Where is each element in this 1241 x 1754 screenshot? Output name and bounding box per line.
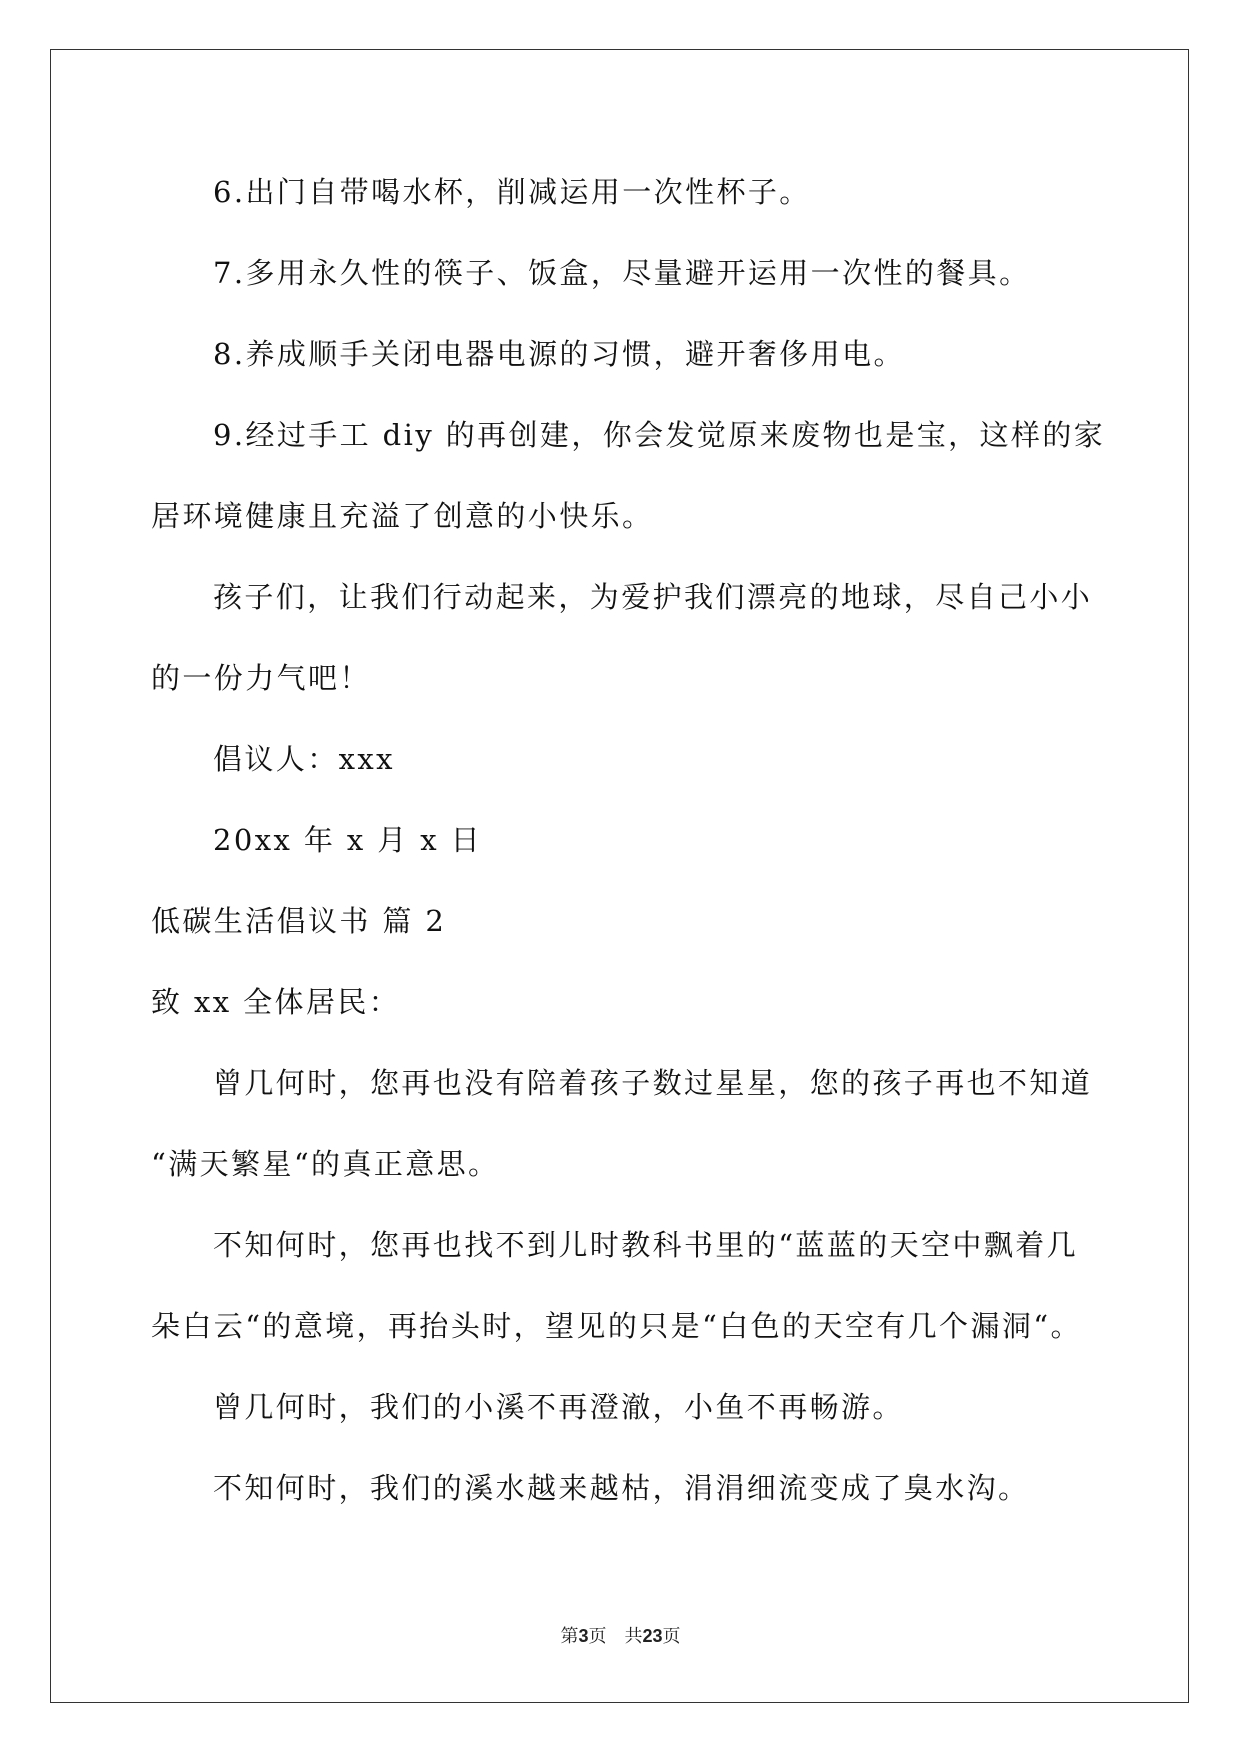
- text-line-call-to-action-cont: 的一份力气吧！: [151, 661, 371, 695]
- text-line-paragraph-2-cont: 朵白云“的意境，再抬头时，望见的只是“白色的天空有几个漏洞“。: [151, 1309, 1082, 1343]
- total-suffix: 页: [662, 1626, 681, 1647]
- section-heading: 低碳生活倡议书 篇 2: [151, 904, 447, 938]
- text-line-item-9-cont: 居环境健康且充溢了创意的小快乐。: [151, 499, 654, 533]
- page-total: 23: [642, 1626, 663, 1646]
- page-frame: [50, 49, 1189, 1703]
- text-line-call-to-action: 孩子们，让我们行动起来，为爱护我们漂亮的地球，尽自己小小: [213, 580, 1093, 614]
- text-line-paragraph-3: 曾几何时，我们的小溪不再澄澈，小鱼不再畅游。: [213, 1390, 904, 1424]
- text-line-item-9: 9.经过手工 diy 的再创建，你会发觉原来废物也是宝，这样的家: [213, 418, 1106, 452]
- text-line-salutation: 致 xx 全体居民：: [151, 985, 401, 1019]
- text-line-item-7: 7.多用永久性的筷子、饭盒，尽量避开运用一次性的餐具。: [213, 256, 1031, 290]
- page-prefix: 第: [560, 1626, 579, 1647]
- text-line-initiator: 倡议人：xxx: [213, 742, 395, 776]
- text-line-paragraph-1-cont: “满天繁星“的真正意思。: [151, 1147, 500, 1181]
- page-suffix: 页: [588, 1626, 607, 1647]
- page-footer: [0, 1624, 1241, 1649]
- total-prefix: 共: [624, 1626, 643, 1647]
- text-line-date: 20xx 年 x 月 x 日: [213, 823, 483, 857]
- text-line-paragraph-1: 曾几何时，您再也没有陪着孩子数过星星，您的孩子再也不知道: [213, 1066, 1093, 1100]
- text-line-item-8: 8.养成顺手关闭电器电源的习惯，避开奢侈用电。: [213, 337, 905, 371]
- text-line-paragraph-2: 不知何时，您再也找不到儿时教科书里的“蓝蓝的天空中飘着几: [213, 1228, 1079, 1262]
- text-line-item-6: 6.出门自带喝水杯，削减运用一次性杯子。: [213, 175, 811, 209]
- text-line-paragraph-4: 不知何时，我们的溪水越来越枯，涓涓细流变成了臭水沟。: [213, 1471, 1030, 1505]
- page-current: 3: [578, 1626, 589, 1646]
